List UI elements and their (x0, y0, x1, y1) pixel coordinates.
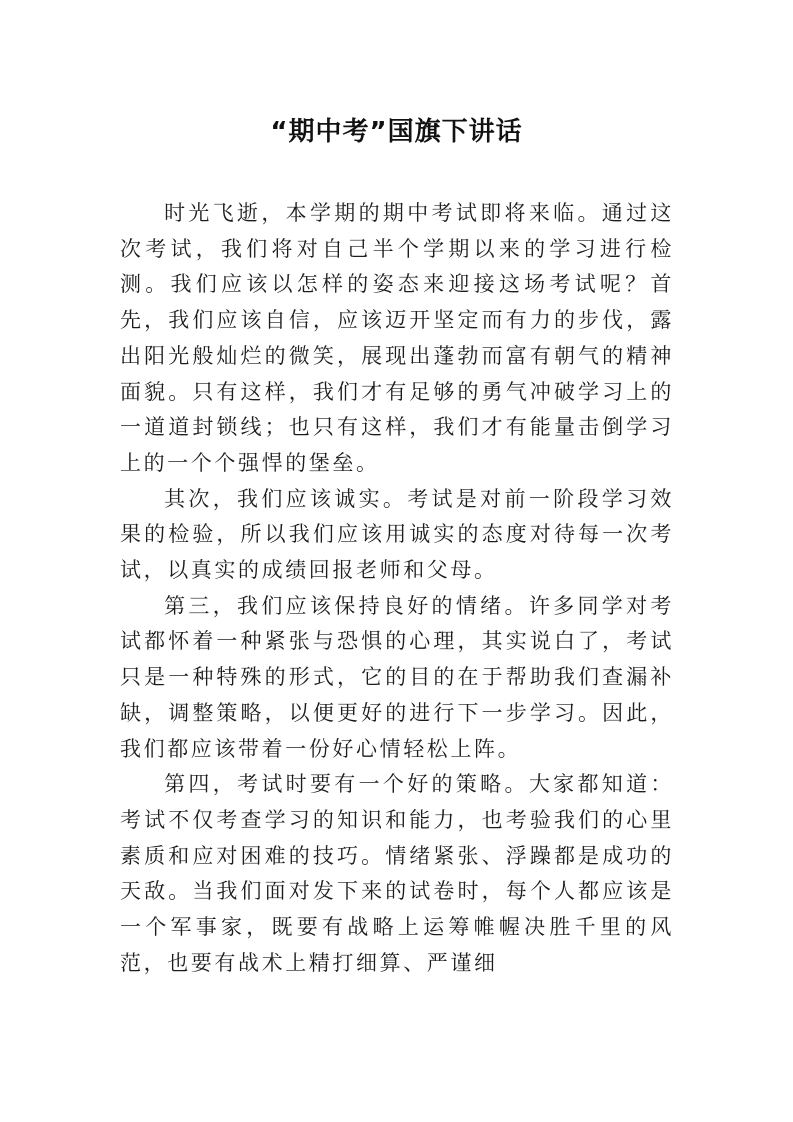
document-title: “期中考”国旗下讲话 (270, 117, 523, 148)
document-body (120, 196, 674, 981)
paragraph-intro: 时光飞逝，本学期的期中考试即将来临。通过这次考试，我们将对自己半个学期以来的学习进行检测。我们应该以怎样的姿态来迎接这场考试呢？首先，我们应该自信，应该迈开坚定而有力的步伐，露出阳光般灿烂的微笑，展现出蓬勃而富有朝气的精神面貌。只有这样，我们才有足够的勇气冲破学习上的一道道封锁线；也只有这样，我们才有能量击倒学习上的一个个强悍的堡垒。 (120, 201, 674, 475)
paragraph-honesty: 其次，我们应该诚实。考试是对前一阶段学习效果的检验，所以我们应该用诚实的态度对待每一次考试，以真实的成绩回报老师和父母。 (120, 486, 674, 583)
paragraph-strategy: 第四，考试时要有一个好的策略。大家都知道：考试不仅考查学习的知识和能力，也考验我们的心里素质和应对困难的技巧。情绪紧张、浮躁都是成功的天敌。当我们面对发下来的试卷时，每个人都应该是一个军事家，既要有战略上运筹帷幄决胜千里的风范，也要有战术上精打细算、严谨细 (120, 772, 674, 975)
paragraph-emotion: 第三，我们应该保持良好的情绪。许多同学对考试都怀着一种紧张与恐惧的心理，其实说白了，考试只是一种特殊的形式，它的目的在于帮助我们查漏补缺，调整策略，以便更好的进行下一步学习。因此，我们都应该带着一份好心情轻松上阵。 (120, 593, 674, 761)
